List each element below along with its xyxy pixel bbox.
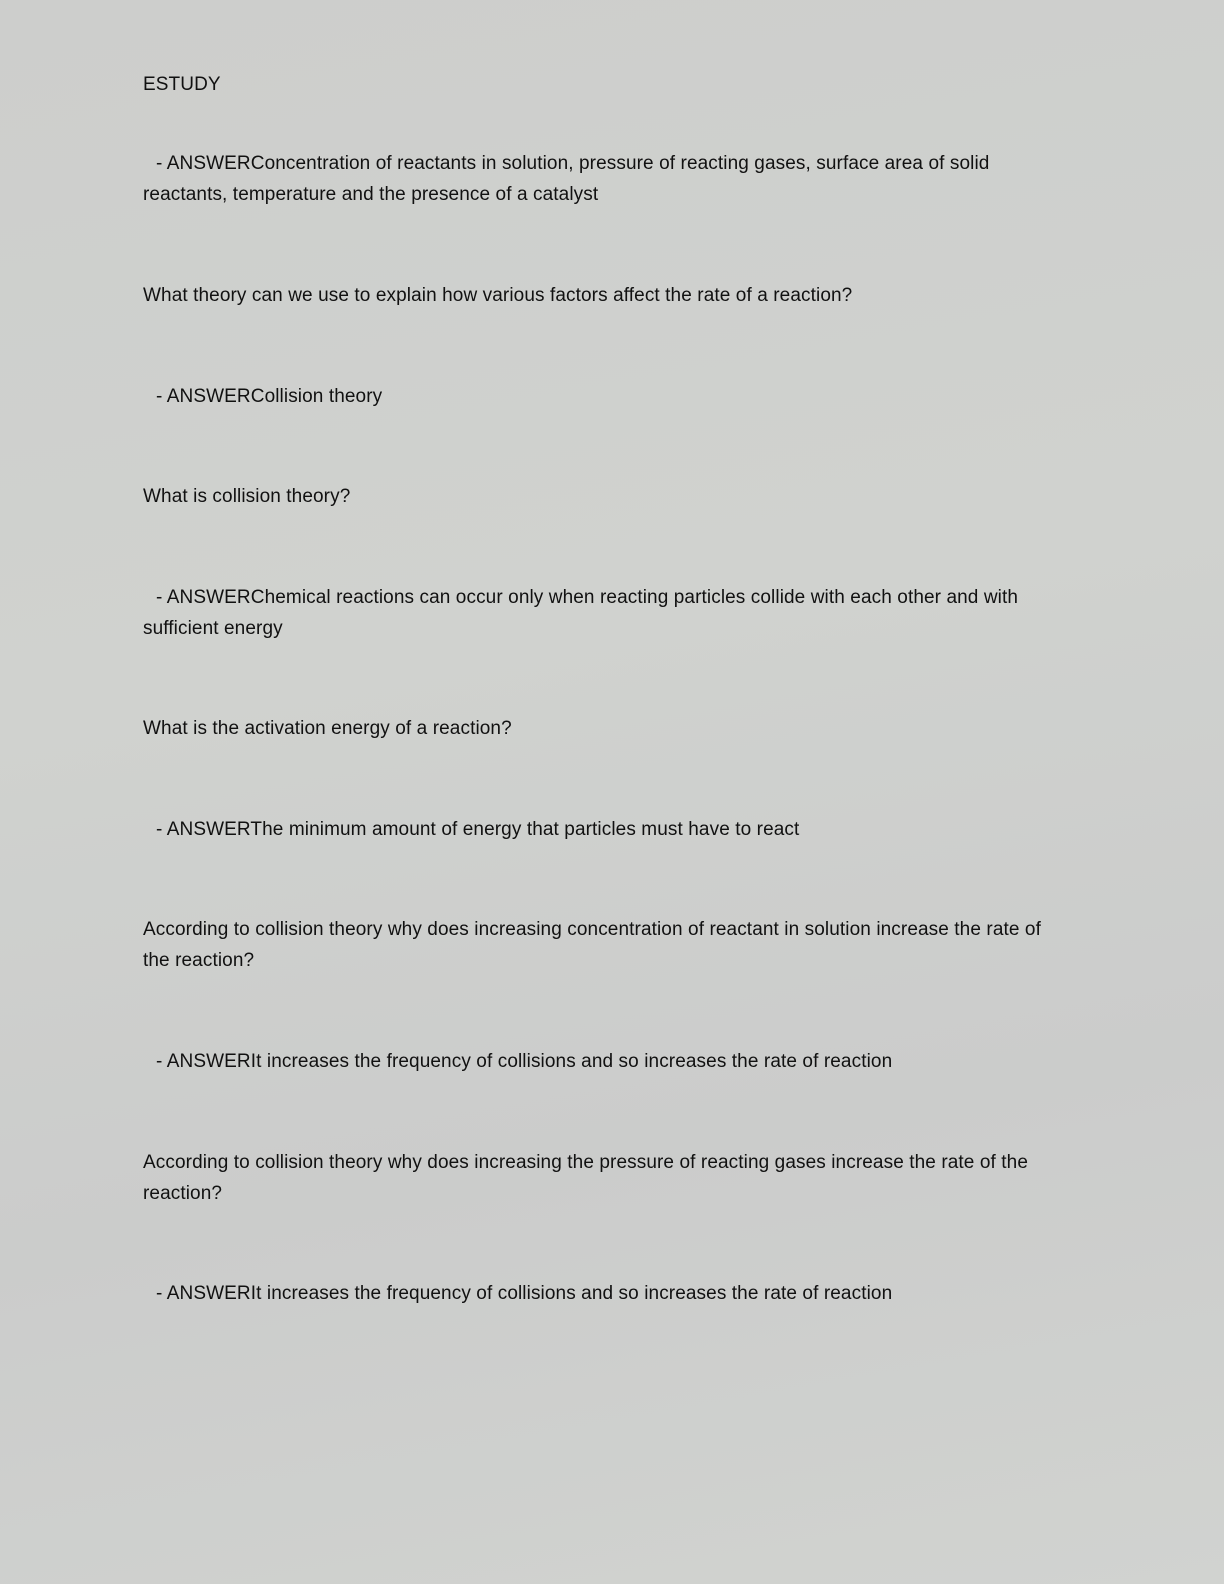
- question-text: According to collision theory why does increasing concentration of reactant in solution increase the rate of the reaction?: [143, 919, 1041, 971]
- question-text: What theory can we use to explain how various factors affect the rate of a reaction?: [143, 285, 853, 306]
- answer-text: - ANSWERConcentration of reactants in solution, pressure of reacting gases, surface area of solid reactants, temperature and the presence of a catalyst: [143, 153, 990, 205]
- page-title: ESTUDY: [143, 74, 221, 95]
- answer-text: - ANSWERThe minimum amount of energy that particles must have to react: [156, 819, 800, 840]
- question-text: What is collision theory?: [143, 486, 351, 507]
- answer-text: - ANSWERCollision theory: [156, 386, 383, 407]
- answer-text: - ANSWERIt increases the frequency of collisions and so increases the rate of reaction: [156, 1051, 893, 1072]
- question-text: According to collision theory why does increasing the pressure of reacting gases increase the rate of the reaction?: [143, 1152, 1028, 1204]
- answer-text: - ANSWERIt increases the frequency of collisions and so increases the rate of reaction: [156, 1283, 893, 1304]
- question-text: What is the activation energy of a reaction?: [143, 718, 512, 739]
- answer-text: - ANSWERChemical reactions can occur only when reacting particles collide with each other and with sufficient energy: [143, 587, 1019, 639]
